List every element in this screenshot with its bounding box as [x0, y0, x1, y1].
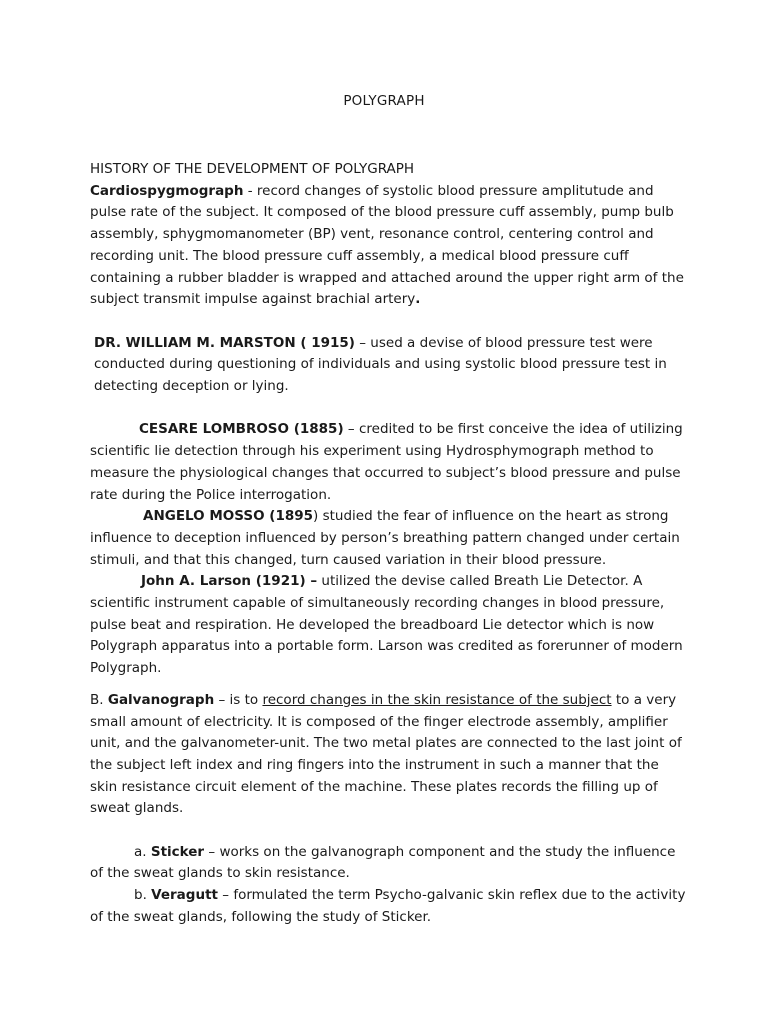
galvanograph-text: to a very small amount of electricity. It is composed of the finger electrode assembly, amplifier unit, and the galvanometer-unit. The two metal plates are connected to the last joint of the subject left index and ring fingers into the instrument in such a manner that the skin resistance circuit element of the machine. These plates records the filling up of sweat glands. — [90, 691, 682, 817]
sticker-text: – works on the galvanograph component and the study the influence of the sweat glands to skin resistance. — [90, 843, 676, 882]
name-veragutt: Veragutt — [151, 887, 218, 904]
spacer — [90, 311, 690, 333]
document-body — [90, 159, 690, 929]
paragraph-sticker — [90, 842, 690, 885]
larson-text: utilized the devise called Breath Lie Detector. A scientific instrument capable of simultaneously recording changes in blood pressure, pulse beat and respiration. He developed the breadboard Lie detector which is now Polygraph apparatus into a portable form. Larson was credited as forerunner of modern Polygraph. — [90, 573, 683, 677]
paragraph-veragutt — [90, 885, 690, 928]
paragraph-mosso — [90, 506, 690, 571]
name-marston: DR. WILLIAM M. MARSTON ( 1915) — [94, 334, 355, 351]
galvanograph-mid: – is to — [214, 691, 263, 708]
spacer — [90, 398, 690, 420]
sticker-prefix: a. — [134, 843, 151, 860]
name-mosso: ANGELO MOSSO (1895 — [143, 508, 314, 525]
spacer — [90, 820, 690, 842]
paragraph-larson — [90, 571, 690, 680]
mosso-text: ) studied the fear of influence on the heart as strong influence to deception influenced by person’s breathing pattern changed under certain stimuli, and that this changed, turn caused variation in their blood pressure. — [90, 508, 680, 568]
cardiospygmograph-text: - record changes of systolic blood pressure amplitutude and pulse rate of the subject. It composed of the blood pressure cuff assembly, pump bulb assembly, sphygmomanometer (BP) vent, resonance control, centering control and recording unit. The blood pressure cuff assembly, a medical blood pressure cuff containing a rubber bladder is wrapped and attached around the upper right arm of the subject transmit impulse against brachial artery — [90, 182, 684, 308]
spacer — [90, 680, 690, 690]
paragraph-lombroso — [90, 419, 690, 506]
name-larson: John A. Larson (1921) – — [141, 573, 318, 590]
name-sticker: Sticker — [150, 843, 205, 860]
galvanograph-prefix: B. — [90, 691, 108, 708]
lombroso-text: – credited to be first conceive the idea of utilizing scientific lie detection through his experiment using Hydrosphymograph method to measure the physiological changes that occurred to subject’s blood pressure and pulse rate during the Police interrogation. — [90, 421, 683, 503]
cardiospygmograph-end: . — [415, 291, 421, 308]
paragraph-cardiospygmograph — [90, 181, 690, 311]
term-galvanograph: Galvanograph — [107, 691, 215, 708]
document-title: POLYGRAPH — [343, 93, 425, 109]
veragutt-prefix: b. — [134, 887, 152, 904]
galvanograph-underlined: record changes in the skin resistance of the subject — [262, 691, 612, 708]
veragutt-text: – formulated the term Psycho-galvanic skin reflex due to the activity of the sweat glands, following the study of Sticker. — [90, 887, 686, 925]
history-heading: HISTORY OF THE DEVELOPMENT OF POLYGRAPH — [90, 161, 415, 177]
marston-text: – used a devise of blood pressure test were conducted during questioning of individuals and using systolic blood pressure test in detecting deception or lying. — [94, 334, 667, 395]
term-cardiospygmograph: Cardiospygmograph — [90, 182, 244, 199]
paragraph-marston — [90, 333, 690, 398]
name-lombroso: CESARE LOMBROSO (1885) — [139, 421, 344, 438]
paragraph-galvanograph — [90, 690, 690, 820]
